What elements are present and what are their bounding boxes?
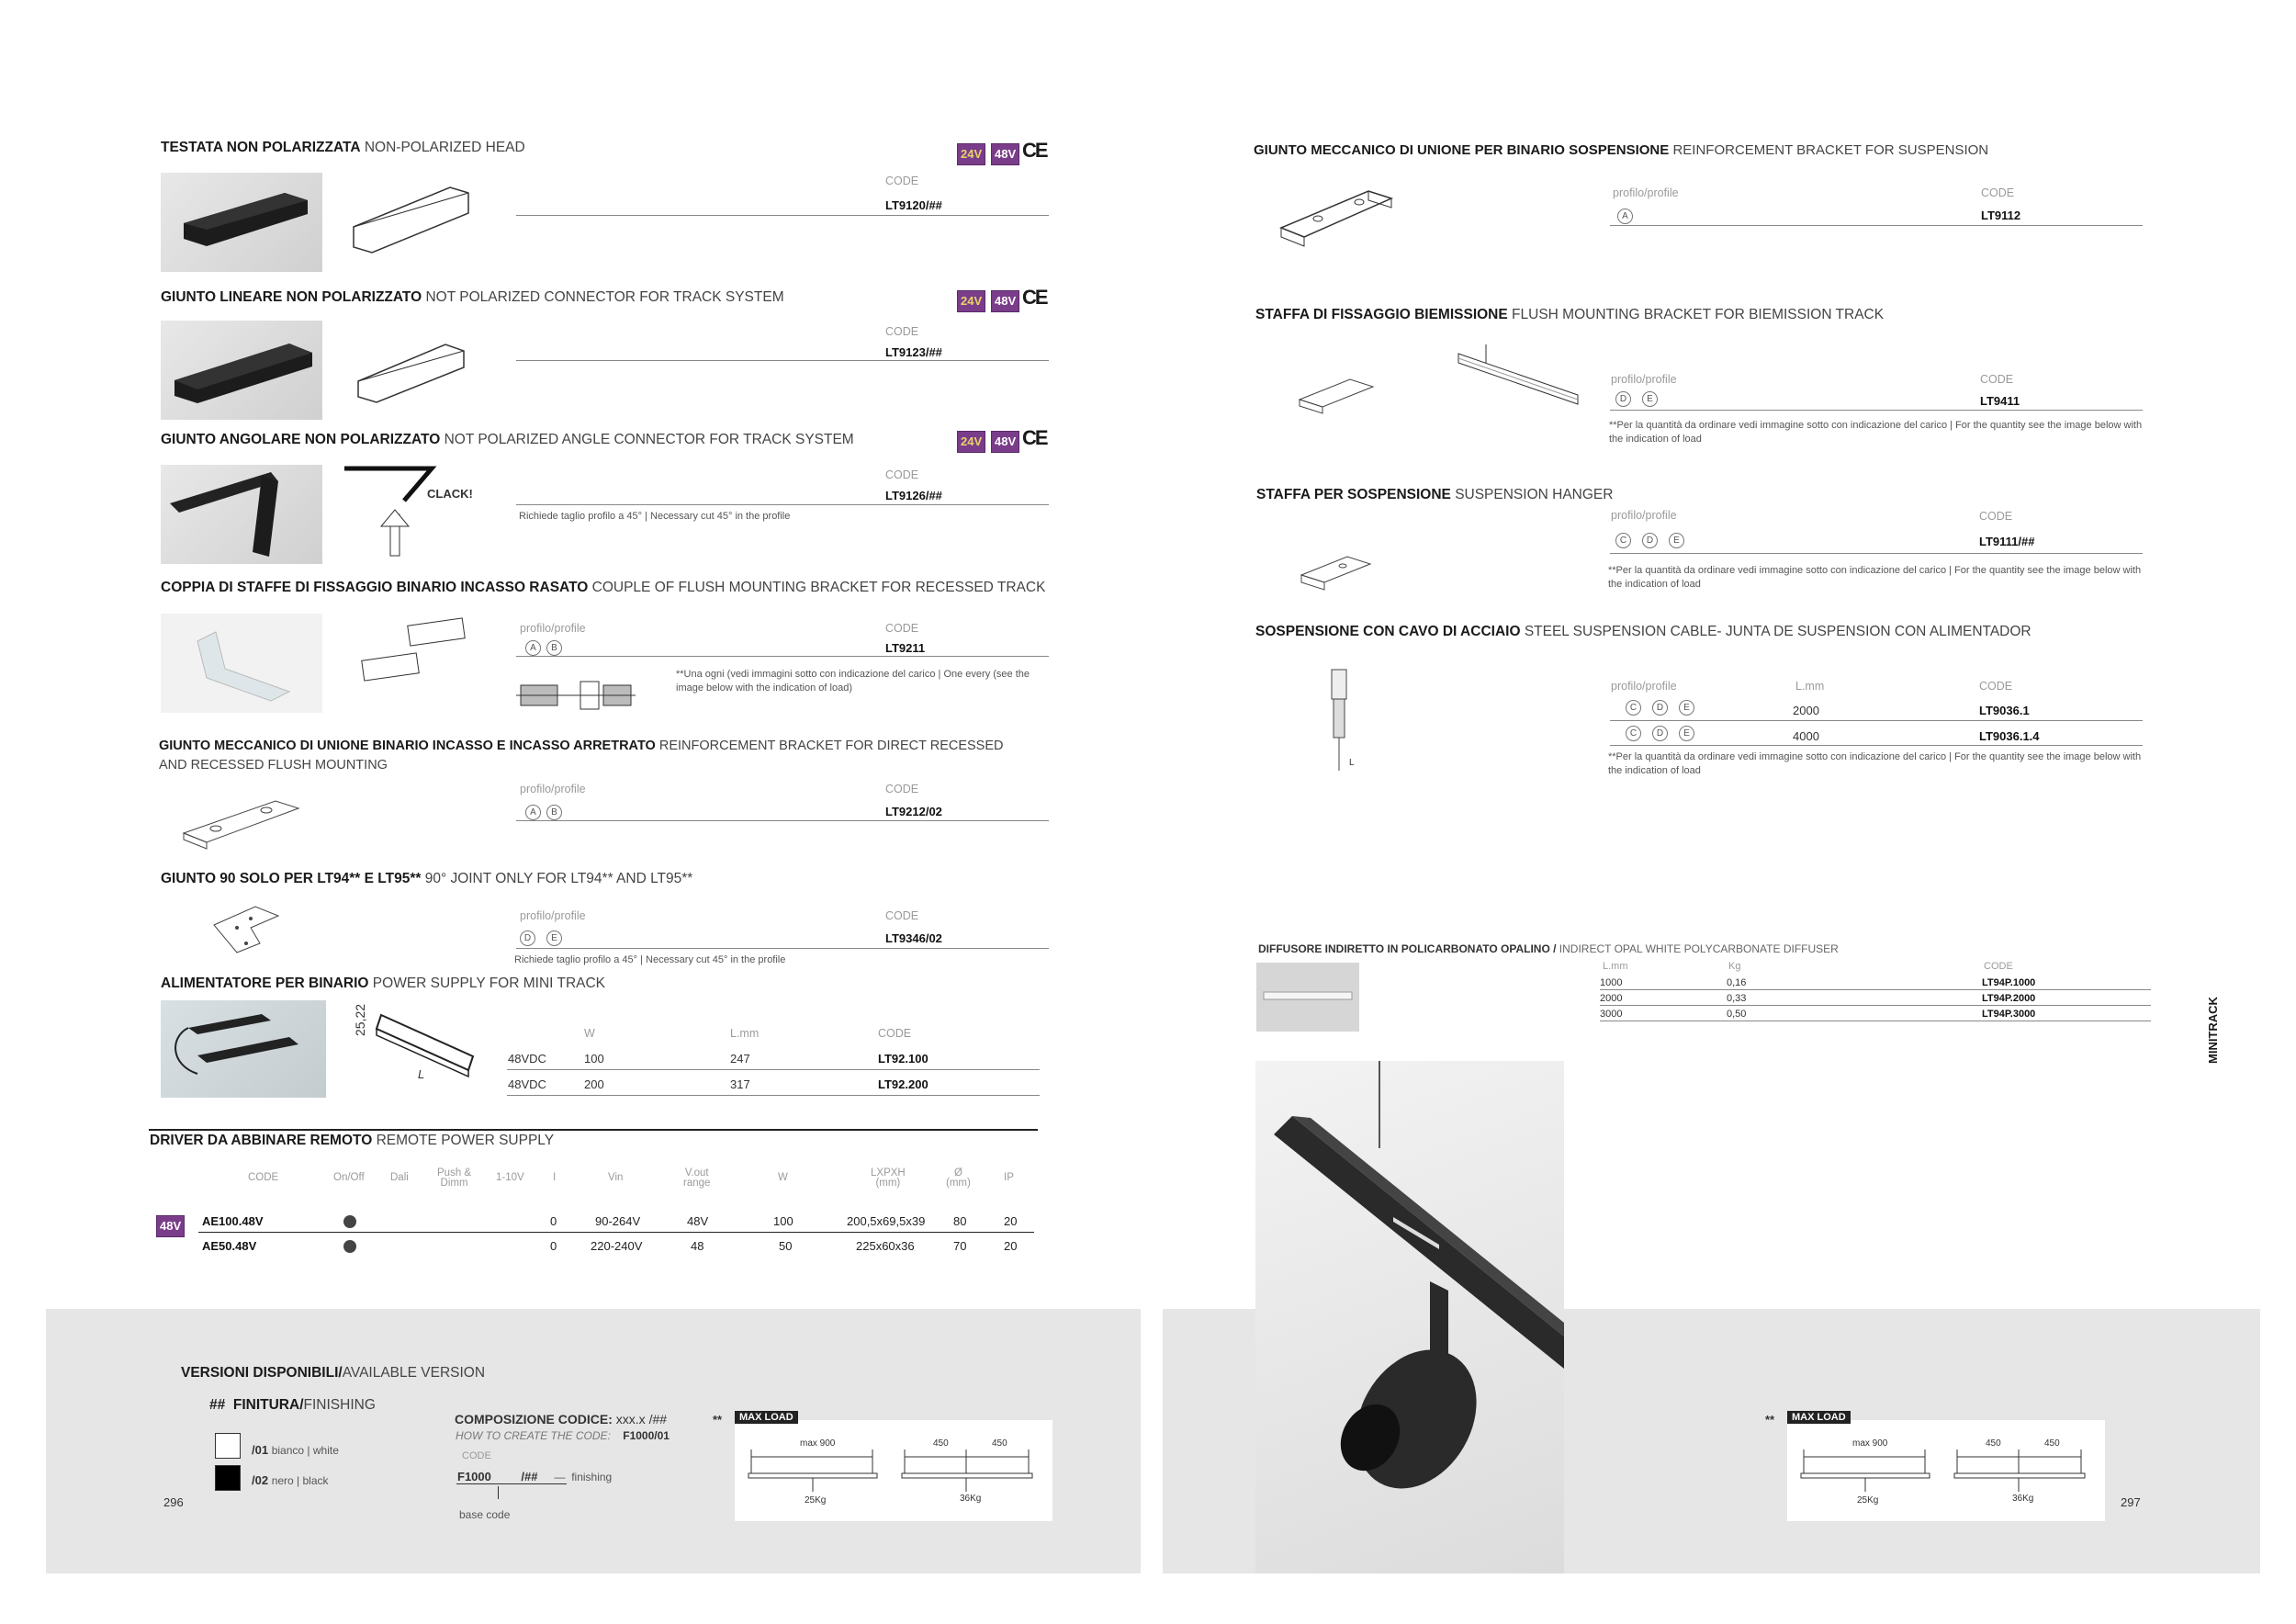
s8-r1-vout: 48V [687, 1214, 709, 1228]
r4-r2-lmm: 4000 [1793, 729, 1819, 743]
s8-h-vin: Vin [608, 1172, 624, 1183]
r2-code: LT9411 [1980, 394, 2020, 408]
r4-profile-label: profilo/profile [1611, 680, 1677, 693]
r5-h-kg: Kg [1728, 961, 1741, 972]
s8-r1-vin: 90-264V [595, 1214, 641, 1228]
r4-r1-lmm: 2000 [1793, 704, 1819, 717]
ce-mark: CE [1022, 426, 1047, 449]
r1-rule [1610, 225, 2143, 226]
maxload-w1-right: 25Kg [1857, 1495, 1879, 1506]
r2-code-label: CODE [1980, 373, 2014, 386]
s1-rule [516, 215, 1049, 216]
s8-h-ip: IP [1004, 1172, 1014, 1183]
r2-note: **Per la quantità da ordinare vedi immagine sotto con indicazione del carico | For the quantity see the image below with the indication of load [1609, 420, 2143, 445]
s7-title: ALIMENTATORE PER BINARIO POWER SUPPLY FOR MINI TRACK [161, 976, 606, 991]
s8-h-onoff: On/Off [333, 1172, 365, 1183]
s8-r2-code: AE50.48V [202, 1239, 257, 1253]
s5-code: LT9212/02 [885, 805, 942, 818]
maxload-tag-left: MAX LOAD [735, 1411, 798, 1424]
s7-r1-v: 48VDC [508, 1052, 546, 1066]
r4-title: SOSPENSIONE CON CAVO DI ACCIAIO STEEL SUSPENSION CABLE- JUNTA DE SUSPENSION CON ALIMENTADOR [1255, 624, 2032, 639]
s5-drawing-icon [179, 792, 308, 861]
s7-rule-1 [507, 1069, 1040, 1070]
s4-rule [516, 656, 1049, 657]
s4-drawing-icon [335, 611, 482, 694]
s6-note: Richiede taglio profilo a 45° | Necessary cut 45° in the profile [514, 954, 786, 965]
s5-rule [516, 820, 1049, 821]
badge-48v: 48V [991, 290, 1019, 312]
maxload-diagram-icon [1787, 1420, 2105, 1521]
r5-r3-l: 3000 [1600, 1009, 1623, 1020]
r4-lmm-label: L.mm [1795, 680, 1825, 693]
s2-rule [516, 360, 1049, 361]
s8-r2-w: 50 [779, 1239, 793, 1253]
s4-profiles: A B [525, 638, 568, 656]
maxload-w1-left: 25Kg [805, 1495, 827, 1506]
power-supply-icon [161, 1000, 326, 1098]
r4-r2-code: LT9036.1.4 [1979, 729, 2040, 743]
r1-code-label: CODE [1981, 186, 2015, 199]
maxload-diagram-left [735, 1420, 1052, 1521]
s4-profile-label: profilo/profile [520, 622, 586, 635]
s2-photo [161, 321, 322, 420]
r5-r2-code: LT94P.2000 [1982, 993, 2036, 1004]
s8-r1-w: 100 [773, 1214, 793, 1228]
r2-title: STAFFA DI FISSAGGIO BIEMISSIONE FLUSH MOUNTING BRACKET FOR BIEMISSION TRACK [1255, 307, 1885, 322]
r4-r1-code: LT9036.1 [1979, 704, 2030, 717]
minitrack-side-label: MINITRACK [2206, 997, 2220, 1064]
badge-48v-driver: 48V [156, 1215, 185, 1237]
s1-code: LT9120/## [885, 198, 942, 212]
s7-r2-code: LT92.200 [878, 1077, 929, 1091]
s4-title: COPPIA DI STAFFE DI FISSAGGIO BINARIO INCASSO RASATO COUPLE OF FLUSH MOUNTING BRACKET FOR RECESSED TRACK [161, 580, 1046, 595]
s7-r2-l: 317 [730, 1077, 750, 1091]
maxload-max-right: max 900 [1852, 1438, 1888, 1449]
s1-drawing-icon [349, 176, 478, 264]
s8-r2-i: 0 [550, 1239, 557, 1253]
r3-title: STAFFA PER SOSPENSIONE SUSPENSION HANGER [1256, 487, 1614, 502]
s2-code-label: CODE [885, 325, 919, 338]
r1-profile-label: profilo/profile [1613, 186, 1679, 199]
s3-rule [516, 504, 1049, 505]
r5-h-code: CODE [1984, 961, 2013, 972]
s4-code-label: CODE [885, 622, 919, 635]
r5-r1-l: 1000 [1600, 977, 1623, 988]
maxload-stars-right: ** [1765, 1413, 1775, 1427]
r4-r1-profiles: C D E [1626, 698, 1700, 716]
badge-48v: 48V [991, 431, 1019, 453]
r1-title: GIUNTO MECCANICO DI UNIONE PER BINARIO SOSPENSIONE REINFORCEMENT BRACKET FOR SUSPENSION [1254, 142, 1989, 158]
s3-photo [161, 465, 322, 564]
maxload-d1-left: 450 [933, 1438, 949, 1449]
connector-product-icon [161, 321, 322, 420]
r2-rule [1610, 410, 2143, 411]
s3-title: GIUNTO ANGOLARE NON POLARIZZATO NOT POLARIZED ANGLE CONNECTOR FOR TRACK SYSTEM [161, 432, 854, 447]
diffuser-icon [1256, 963, 1359, 1032]
r5-h-lmm: L.mm [1603, 961, 1628, 972]
s8-h-lxpxh: LXPXH (mm) [871, 1167, 906, 1189]
s6-rule [516, 948, 1049, 949]
r5-rule-2 [1600, 1005, 2151, 1006]
maxload-w2-left: 36Kg [960, 1494, 982, 1504]
s8-r2-dia: 70 [953, 1239, 967, 1253]
s4-section-icon [516, 672, 636, 718]
s3-note: Richiede taglio profilo a 45° | Necessary cut 45° in the profile [519, 511, 791, 522]
s5-code-label: CODE [885, 783, 919, 795]
ce-mark: CE [1022, 139, 1047, 162]
s8-r1-dim: 200,5x69,5x39 [847, 1214, 926, 1228]
maxload-max-left: max 900 [800, 1438, 836, 1449]
s8-r1-ip: 20 [1004, 1214, 1018, 1228]
s5-profiles: A B [525, 803, 568, 820]
s7-bottom-rule [149, 1129, 1038, 1131]
s4-code: LT9211 [885, 641, 926, 655]
finishing-title: ## FINITURA/FINISHING [209, 1397, 376, 1413]
s8-title: DRIVER DA ABBINARE REMOTO REMOTE POWER SUPPLY [150, 1133, 555, 1148]
r4-code-label: CODE [1979, 680, 2013, 693]
r4-note: **Per la quantità da ordinare vedi immagine sotto con indicazione del carico | For the quantity see the image below with the indication of load [1608, 751, 2142, 776]
r3-profile-label: profilo/profile [1611, 509, 1677, 522]
s8-h-w: W [778, 1172, 788, 1183]
badge-24v: 24V [957, 143, 985, 165]
swatch-white [215, 1433, 241, 1459]
angle-connector-icon [161, 465, 322, 564]
s8-h-110: 1-10V [496, 1172, 524, 1183]
s1-title: TESTATA NON POLARIZZATA NON-POLARIZED HEAD [161, 140, 525, 155]
maxload-d2-left: 450 [992, 1438, 1007, 1449]
s8-r2-vout: 48 [691, 1239, 704, 1253]
s8-rule [198, 1232, 1034, 1233]
s3-code: LT9126/## [885, 489, 942, 502]
r5-r1-code: LT94P.1000 [1982, 977, 2036, 988]
r2-profile-label: profilo/profile [1611, 373, 1677, 386]
s2-code: LT9123/## [885, 345, 942, 359]
s8-h-push: Push & Dimm [437, 1167, 472, 1189]
r2-profiles: D E [1615, 389, 1663, 407]
r3-note: **Per la quantità da ordinare vedi immagine sotto con indicazione del carico | For the quantity see the image below with the indication of load [1608, 565, 2142, 590]
s7-photo [161, 1000, 326, 1098]
s2-title: GIUNTO LINEARE NON POLARIZZATO NOT POLARIZED CONNECTOR FOR TRACK SYSTEM [161, 289, 784, 305]
s6-title: GIUNTO 90 SOLO PER LT94** E LT95** 90° JOINT ONLY FOR LT94** AND LT95** [161, 871, 693, 886]
badge-24v: 24V [957, 290, 985, 312]
finish-02: /02 nero | black [252, 1473, 329, 1487]
r4-dim-l: L [1349, 758, 1355, 768]
composition-base: F1000 /## — finishing [457, 1470, 613, 1483]
s6-code-label: CODE [885, 909, 919, 922]
maxload-d2-right: 450 [2044, 1438, 2060, 1449]
s2-drawing-icon [354, 331, 473, 409]
s8-r2-dim: 225x60x36 [856, 1239, 915, 1253]
r5-photo [1256, 963, 1359, 1032]
onoff-dot [343, 1240, 356, 1253]
s6-code: LT9346/02 [885, 931, 942, 945]
composition-code-label: CODE [462, 1450, 491, 1461]
r2-bracket-icon [1295, 372, 1378, 418]
swatch-black [215, 1465, 241, 1491]
r5-r1-kg: 0,16 [1727, 977, 1747, 988]
composition-underline [456, 1483, 567, 1484]
s3-drawing-icon [340, 464, 478, 565]
page-number-left: 296 [163, 1495, 184, 1509]
maxload-tag-right: MAX LOAD [1787, 1411, 1851, 1424]
finish-01: /01 bianco | white [252, 1443, 339, 1457]
s4-photo [161, 614, 322, 713]
r1-code: LT9112 [1981, 209, 2021, 222]
s7-r2-w: 200 [584, 1077, 604, 1091]
maxload-stars-left: ** [713, 1413, 723, 1427]
r4-rule-2 [1610, 745, 2143, 746]
maxload-d1-right: 450 [1986, 1438, 2001, 1449]
r4-rule-1 [1610, 720, 2143, 721]
r1-drawing-icon [1277, 182, 1396, 255]
s7-dim-h: 25,22 [353, 1003, 367, 1036]
r1-profiles: A [1617, 207, 1638, 224]
s8-h-dia: Ø (mm) [946, 1167, 971, 1189]
product-hero-photo [1255, 1061, 1564, 1573]
s8-r2-ip: 20 [1004, 1239, 1018, 1253]
s8-r2-vin: 220-240V [591, 1239, 643, 1253]
s1-code-label: CODE [885, 175, 919, 187]
ce-mark: CE [1022, 286, 1047, 309]
s5-title: GIUNTO MECCANICO DI UNIONE BINARIO INCASSO E INCASSO ARRETRATO REINFORCEMENT BRACKET FOR DIRECT RECESSED [159, 739, 1004, 753]
r5-r3-kg: 0,50 [1727, 1009, 1747, 1020]
s6-profiles: D E [520, 929, 568, 946]
maxload-w2-right: 36Kg [2012, 1494, 2034, 1504]
composition-basecode: base code [459, 1508, 511, 1521]
r5-title: DIFFUSORE INDIRETTO IN POLICARBONATO OPALINO / INDIRECT OPAL WHITE POLYCARBONATE DIFFUSER [1258, 942, 1839, 955]
s7-rule-2 [507, 1095, 1040, 1096]
s7-dim-l: L [418, 1067, 425, 1081]
s8-r1-i: 0 [550, 1214, 557, 1228]
clack-label: CLACK! [427, 487, 473, 501]
s6-profile-label: profilo/profile [520, 909, 586, 922]
s8-h-code: CODE [248, 1172, 279, 1183]
r3-code: LT9111/## [1979, 535, 2035, 548]
maxload-diagram-right [1787, 1420, 2105, 1521]
s3-code-label: CODE [885, 468, 919, 481]
s4-note: **Una ogni (vedi immagini sotto con indicazione del carico | One every (see the image below with the indication of load) [676, 669, 1030, 694]
r3-hanger-icon [1297, 549, 1379, 595]
s5-profile-label: profilo/profile [520, 783, 586, 795]
composition-title: COMPOSIZIONE CODICE: xxx.x /## [455, 1412, 668, 1427]
head-product-icon [161, 173, 322, 272]
r4-r2-profiles: C D E [1626, 724, 1700, 741]
s8-r1-code: AE100.48V [202, 1214, 264, 1228]
badge-24v: 24V [957, 431, 985, 453]
r3-profiles: C D E [1615, 531, 1690, 548]
s5-title-2: AND RECESSED FLUSH MOUNTING [159, 758, 388, 773]
maxload-diagram-icon [735, 1420, 1052, 1521]
r5-r2-kg: 0,33 [1727, 993, 1747, 1004]
track-spotlight-icon [1255, 1061, 1564, 1573]
onoff-dot [343, 1215, 356, 1228]
r5-r2-l: 2000 [1600, 993, 1623, 1004]
versions-title: VERSIONI DISPONIBILI/AVAILABLE VERSION [181, 1365, 486, 1381]
page-number-right: 297 [2121, 1495, 2141, 1509]
s8-h-vout: V.out range [683, 1167, 711, 1189]
r5-rule-1 [1600, 989, 2151, 990]
s7-h-lmm: L.mm [730, 1027, 760, 1040]
s8-h-i: I [553, 1172, 557, 1183]
composition-how: HOW TO CREATE THE CODE: F1000/01 [456, 1429, 670, 1442]
r5-r3-code: LT94P.3000 [1982, 1009, 2036, 1020]
r2-track-icon [1449, 344, 1587, 418]
bracket-transparent-icon [161, 614, 322, 713]
badge-48v: 48V [991, 143, 1019, 165]
composition-tick [498, 1486, 499, 1499]
s7-r2-v: 48VDC [508, 1077, 546, 1091]
s8-h-dali: Dali [390, 1172, 409, 1183]
s8-r1-dia: 80 [953, 1214, 967, 1228]
s7-h-w: W [584, 1027, 595, 1040]
s6-drawing-icon [209, 902, 283, 957]
s7-h-code: CODE [878, 1027, 912, 1040]
s1-photo [161, 173, 322, 272]
s7-r1-w: 100 [584, 1052, 604, 1066]
s7-r1-l: 247 [730, 1052, 750, 1066]
s7-r1-code: LT92.100 [878, 1052, 929, 1066]
r3-code-label: CODE [1979, 510, 2013, 523]
r3-rule [1610, 553, 2143, 554]
